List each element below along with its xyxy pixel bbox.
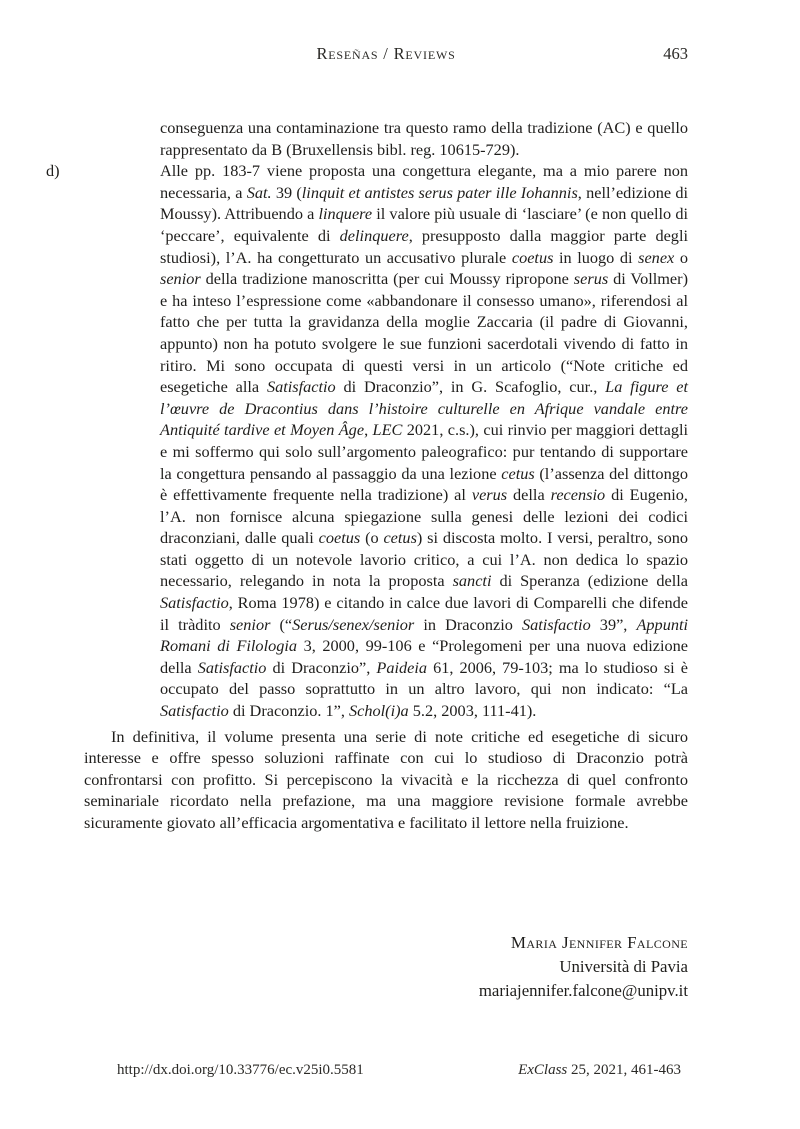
closing-paragraph: In definitiva, il volume presenta una serie di note critiche ed esegetiche di sicuro interesse e offre spesso soluzioni raffinate con cui lo studioso di Draconzio potrà confrontarsi con profitto. Si percepiscono la vivacità e la ricchezza di quel confronto seminariale ricordato nella prefazione, ma una maggiore revisione formale avrebbe sicuramente giovato all’efficacia argomentativa e facilitato il lettore nella fruizione. (84, 726, 688, 832)
review-body (46, 117, 689, 834)
author-name: Maria Jennifer Falcone (510, 933, 688, 952)
author-signature-block (84, 931, 688, 1003)
item-c-continuation-paragraph: conseguenza una contaminazione tra questo ramo della tradizione (AC) e quello rappresentato da B (Bruxellensis bibl. reg. 10615-729). (160, 118, 688, 159)
list-item-d (46, 160, 689, 721)
author-affiliation: Università di Pavia (559, 957, 688, 976)
section-title: Reseñas / Reviews (316, 44, 456, 63)
author-email: mariajennifer.falcone@unipv.it (478, 981, 688, 1000)
list-item-d-marker: d) (46, 161, 60, 181)
page-number: 463 (663, 44, 688, 63)
journal-citation: ExClass 25, 2021, 461-463 (518, 1062, 681, 1078)
running-head (84, 44, 688, 64)
doi-text: http://dx.doi.org/10.33776/ec.v25i0.5581 (117, 1062, 364, 1078)
list-item-d-text: Alle pp. 183-7 viene proposta una congettura elegante, ma a mio parere non necessaria, a Sat. 39 (linquit et antistes serus pater ille Iohannis, nell’edizione di Moussy). Attribuendo a linquere il valore più usuale di ‘lasciare’ (e non quello di ‘peccare’, equivalente di delinquere, presupposto dalla maggior parte degli studiosi), l’A. ha congetturato un accusativo plurale coetus in luogo di senex o senior della tradizione manoscritta (per cui Moussy ripropone serus di Vollmer) e ha inteso l’espressione come «abbandonare il consesso umano», riferendosi al fatto che per tutta la gravidanza della moglie Zaccaria (il padre di Giovanni, appunto) non ha potuto svolgere le sue funzioni sacerdotali vivendo di fatto in ritiro. Mi sono occupata di questi versi in un articolo (“Note critiche ed esegetiche alla Satisfactio di Draconzio”, in G. Scafoglio, cur., La figure et l’œuvre de Dracontius dans l’histoire culturelle en Afrique vandale entre Antiquité tardive et Moyen Âge, LEC 2021, c.s.), cui rinvio per maggiori dettagli e mi soffermo qui solo sull’argomento paleografico: pur tentando di supportare la congettura pensando al passaggio da una lezione cetus (l’assenza del dittongo è effettivamente frequente nella tradizione) al verus della recensio di Eugenio, l’A. non fornisce alcuna spiegazione sulla genesi delle lezioni dei codici draconziani, dalle quali coetus (o cetus) si discosta molto. I versi, peraltro, sono stati oggetto di un notevole lavorio critico, a cui l’A. non dedica lo spazio necessario, relegando in nota la proposta sancti di Speranza (edizione della Satisfactio, Roma 1978) e citando in calce due lavori di Comparelli che difende il tràdito senior (“Serus/senex/senior in Draconzio Satisfactio 39”, Appunti Romani di Filologia 3, 2000, 99-106 e “Prolegomeni per una nuova edizione della Satisfactio di Draconzio”, Paideia 61, 2006, 79-103; ma lo studioso si è occupato del passo soprattutto in un altro lavoro, qui non indicato: “La Satisfactio di Draconzio. 1”, Schol(i)a 5.2, 2003, 111-41). (160, 161, 689, 721)
